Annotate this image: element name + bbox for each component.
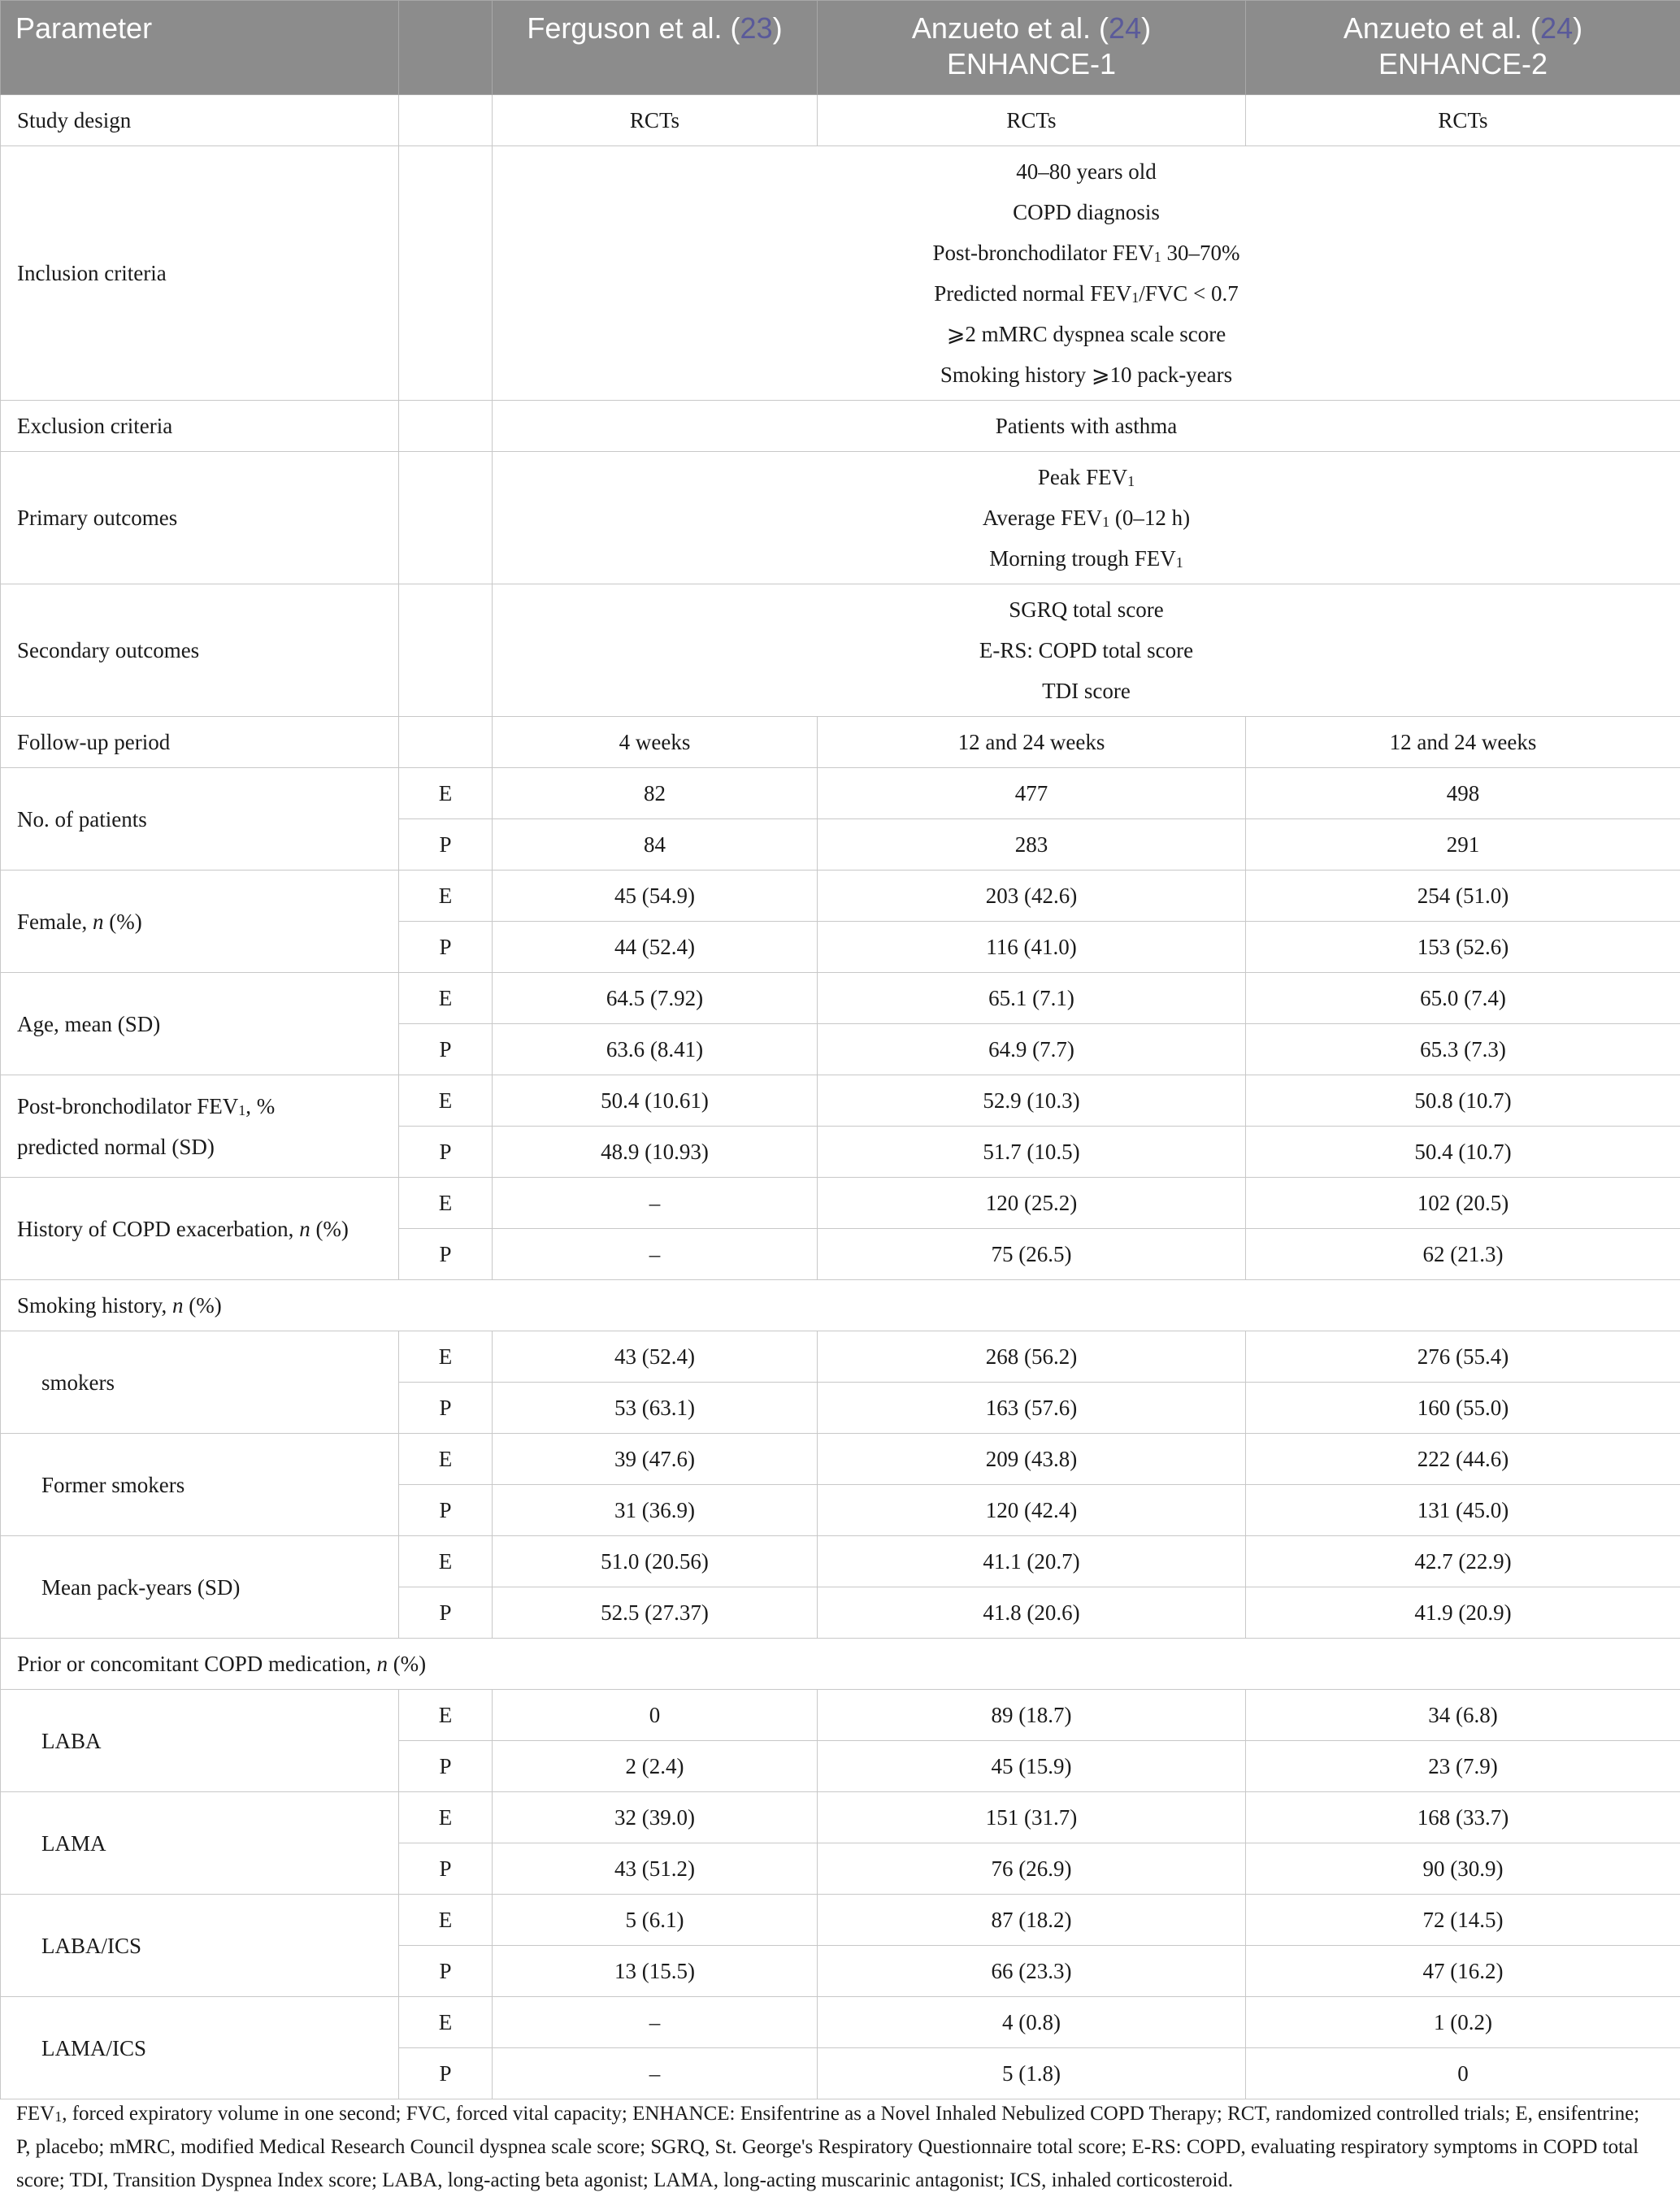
table-cell: 0: [1246, 2048, 1680, 2099]
ref-link[interactable]: 24: [1540, 11, 1573, 45]
group-p: P: [399, 922, 493, 973]
row-label: Study design: [1, 95, 399, 146]
table-cell: 43 (51.2): [493, 1843, 818, 1895]
section-label: Smoking history, n (%): [1, 1280, 1680, 1331]
table-cell: 5 (1.8): [818, 2048, 1246, 2099]
table-row: [1, 401, 1680, 452]
table-cell: 47 (16.2): [1246, 1946, 1680, 1997]
table-cell: 151 (31.7): [818, 1792, 1246, 1843]
table-cell: 39 (47.6): [493, 1434, 818, 1485]
row-label: Secondary outcomes: [1, 584, 399, 717]
group-p: P: [399, 1127, 493, 1178]
table-cell: RCTs: [1246, 95, 1680, 146]
table-cell: 50.8 (10.7): [1246, 1075, 1680, 1127]
group-e: E: [399, 1690, 493, 1741]
group-p: P: [399, 1587, 493, 1639]
table-row: [1, 1434, 1680, 1485]
table-cell: 222 (44.6): [1246, 1434, 1680, 1485]
row-label: LAMA: [1, 1792, 399, 1895]
table-cell: Peak $FEV_1$ Average $FEV_1$ (0–12 h) Morning trough $FEV_1$: [493, 452, 1680, 584]
row-label: LABA: [1, 1690, 399, 1792]
table-cell: 65.3 (7.3): [1246, 1024, 1680, 1075]
group-p: P: [399, 1741, 493, 1792]
table-footnote: $FEV_1$, forced expiratory volume in one second; FVC, forced vital capacity; ENHANCE: Ensifentrine as a Novel Inhaled Nebulized COPD Therapy; RCT, randomized controlled trials; E, ensifentrine; P, placebo; mMRC, modified Medical Research Council dyspnea scale score; SGRQ, St. George's Respiratory Questionnaire total score; E-RS: COPD, evaluating respiratory symptoms in COPD total score; TDI, Transition Dyspnea Index score; LABA, long-acting beta agonist; LAMA, long-acting muscarinic antagonist; ICS, inhaled corticosteroid.: [16, 2097, 1658, 2197]
table-cell: 51.0 (20.56): [493, 1536, 818, 1587]
table-cell: 32 (39.0): [493, 1792, 818, 1843]
table-cell: 52.9 (10.3): [818, 1075, 1246, 1127]
table-cell: 64.5 (7.92): [493, 973, 818, 1024]
table-row: [1, 871, 1680, 922]
group-e: E: [399, 1997, 493, 2048]
table-cell: 82: [493, 768, 818, 819]
table-cell: 63.6 (8.41): [493, 1024, 818, 1075]
table-cell: 291: [1246, 819, 1680, 871]
table-cell: 53 (63.1): [493, 1383, 818, 1434]
table-cell: 5 (6.1): [493, 1895, 818, 1946]
table-cell: 45 (54.9): [493, 871, 818, 922]
table-row: [1, 1536, 1680, 1587]
table-cell: 45 (15.9): [818, 1741, 1246, 1792]
ref-link[interactable]: 24: [1109, 11, 1141, 45]
table-cell: 72 (14.5): [1246, 1895, 1680, 1946]
table-cell: 4 (0.8): [818, 1997, 1246, 2048]
table-cell: RCTs: [818, 95, 1246, 146]
table-cell: 65.1 (7.1): [818, 973, 1246, 1024]
table-cell: 50.4 (10.61): [493, 1075, 818, 1127]
table-cell: 64.9 (7.7): [818, 1024, 1246, 1075]
table-cell: 48.9 (10.93): [493, 1127, 818, 1178]
table-cell: 477: [818, 768, 1246, 819]
table-row: [1, 1895, 1680, 1946]
section-label: Prior or concomitant COPD medication, n (%): [1, 1639, 1680, 1690]
table-row: [1, 717, 1680, 768]
table-cell: 31 (36.9): [493, 1485, 818, 1536]
table-cell: 131 (45.0): [1246, 1485, 1680, 1536]
row-label: Follow-up period: [1, 717, 399, 768]
group-p: P: [399, 1946, 493, 1997]
table-cell: 41.1 (20.7): [818, 1536, 1246, 1587]
table-cell: 90 (30.9): [1246, 1843, 1680, 1895]
table-cell: 41.9 (20.9): [1246, 1587, 1680, 1639]
table-cell: 34 (6.8): [1246, 1690, 1680, 1741]
table-cell: 43 (52.4): [493, 1331, 818, 1383]
table-cell: 203 (42.6): [818, 871, 1246, 922]
table-cell: SGRQ total score E-RS: COPD total score TDI score: [493, 584, 1680, 717]
table-cell: 209 (43.8): [818, 1434, 1246, 1485]
table-row: [1, 1997, 1680, 2048]
row-label: Post-bronchodilator $FEV_1$, % predicted normal (SD): [1, 1075, 399, 1178]
table-cell: 153 (52.6): [1246, 922, 1680, 973]
table-row: [1, 1331, 1680, 1383]
table-cell: 254 (51.0): [1246, 871, 1680, 922]
table-cell: 168 (33.7): [1246, 1792, 1680, 1843]
table-cell: 12 and 24 weeks: [1246, 717, 1680, 768]
group-p: P: [399, 1383, 493, 1434]
table-cell: 50.4 (10.7): [1246, 1127, 1680, 1178]
row-label: No. of patients: [1, 768, 399, 871]
table-cell: 0: [493, 1690, 818, 1741]
table-cell: –: [493, 1229, 818, 1280]
table-cell: Patients with asthma: [493, 401, 1680, 452]
group-p: P: [399, 2048, 493, 2099]
group-e: E: [399, 973, 493, 1024]
table-row: [1, 768, 1680, 819]
table-row: [1, 1792, 1680, 1843]
table-row: [1, 95, 1680, 146]
header-parameter: Parameter: [1, 1, 399, 95]
table-cell: 4 weeks: [493, 717, 818, 768]
table-header: [1, 1, 1680, 95]
table-cell: 44 (52.4): [493, 922, 818, 973]
table-cell: –: [493, 1997, 818, 2048]
table-cell: 163 (57.6): [818, 1383, 1246, 1434]
row-label: LAMA/ICS: [1, 1997, 399, 2099]
table-cell: 41.8 (20.6): [818, 1587, 1246, 1639]
group-p: P: [399, 819, 493, 871]
row-label: Former smokers: [1, 1434, 399, 1536]
group-e: E: [399, 1434, 493, 1485]
table-cell: 498: [1246, 768, 1680, 819]
table-cell: RCTs: [493, 95, 818, 146]
table-cell: 276 (55.4): [1246, 1331, 1680, 1383]
row-label: Exclusion criteria: [1, 401, 399, 452]
table-cell: 66 (23.3): [818, 1946, 1246, 1997]
header-enhance1: Anzueto et al. (24) ENHANCE-1: [818, 1, 1246, 95]
table-cell: –: [493, 2048, 818, 2099]
header-ferguson: Ferguson et al. (23): [493, 1, 818, 95]
table-cell: 42.7 (22.9): [1246, 1536, 1680, 1587]
table-row: [1, 1639, 1680, 1690]
table-row: [1, 1280, 1680, 1331]
table-cell: 87 (18.2): [818, 1895, 1246, 1946]
row-label: Primary outcomes: [1, 452, 399, 584]
group-e: E: [399, 871, 493, 922]
row-label: History of COPD exacerbation, n (%): [1, 1178, 399, 1280]
header-enhance2: Anzueto et al. (24) ENHANCE-2: [1246, 1, 1680, 95]
table-cell: 2 (2.4): [493, 1741, 818, 1792]
table-cell: 75 (26.5): [818, 1229, 1246, 1280]
table-cell: 102 (20.5): [1246, 1178, 1680, 1229]
group-e: E: [399, 1075, 493, 1127]
group-e: E: [399, 768, 493, 819]
group-p: P: [399, 1843, 493, 1895]
table-cell: 160 (55.0): [1246, 1383, 1680, 1434]
row-label: Mean pack-years (SD): [1, 1536, 399, 1639]
group-e: E: [399, 1895, 493, 1946]
group-e: E: [399, 1792, 493, 1843]
row-label: smokers: [1, 1331, 399, 1434]
table-cell: 120 (25.2): [818, 1178, 1246, 1229]
table-cell: 12 and 24 weeks: [818, 717, 1246, 768]
table-row: [1, 452, 1680, 584]
table-cell: 62 (21.3): [1246, 1229, 1680, 1280]
row-label: Inclusion criteria: [1, 146, 399, 401]
table-cell: 116 (41.0): [818, 922, 1246, 973]
row-label: LABA/ICS: [1, 1895, 399, 1997]
row-label: Age, mean (SD): [1, 973, 399, 1075]
group-p: P: [399, 1485, 493, 1536]
group-e: E: [399, 1331, 493, 1383]
table-cell: 52.5 (27.37): [493, 1587, 818, 1639]
group-p: P: [399, 1229, 493, 1280]
table-row: [1, 973, 1680, 1024]
row-label: Female, n (%): [1, 871, 399, 973]
table-cell: 40–80 years old COPD diagnosis Post-bronchodilator $FEV_1$ 30–70% Predicted normal $FEV_1$/FVC < 0.7 ⩾2 mMRC dyspnea scale score Smoking history ⩾10 pack-years: [493, 146, 1680, 401]
table-cell: 13 (15.5): [493, 1946, 818, 1997]
table-cell: 23 (7.9): [1246, 1741, 1680, 1792]
table-cell: 1 (0.2): [1246, 1997, 1680, 2048]
table-cell: 89 (18.7): [818, 1690, 1246, 1741]
group-e: E: [399, 1178, 493, 1229]
group-p: P: [399, 1024, 493, 1075]
table-cell: 51.7 (10.5): [818, 1127, 1246, 1178]
table-cell: 84: [493, 819, 818, 871]
table-row: [1, 146, 1680, 401]
table-row: [1, 1690, 1680, 1741]
table-cell: 283: [818, 819, 1246, 871]
group-e: E: [399, 1536, 493, 1587]
table-cell: 268 (56.2): [818, 1331, 1246, 1383]
table-row: [1, 1075, 1680, 1127]
ref-link[interactable]: 23: [740, 11, 773, 45]
table-cell: 65.0 (7.4): [1246, 973, 1680, 1024]
table-cell: 76 (26.9): [818, 1843, 1246, 1895]
table-row: [1, 584, 1680, 717]
table-row: [1, 1178, 1680, 1229]
table-cell: –: [493, 1178, 818, 1229]
table-cell: 120 (42.4): [818, 1485, 1246, 1536]
header-group: [399, 1, 493, 95]
